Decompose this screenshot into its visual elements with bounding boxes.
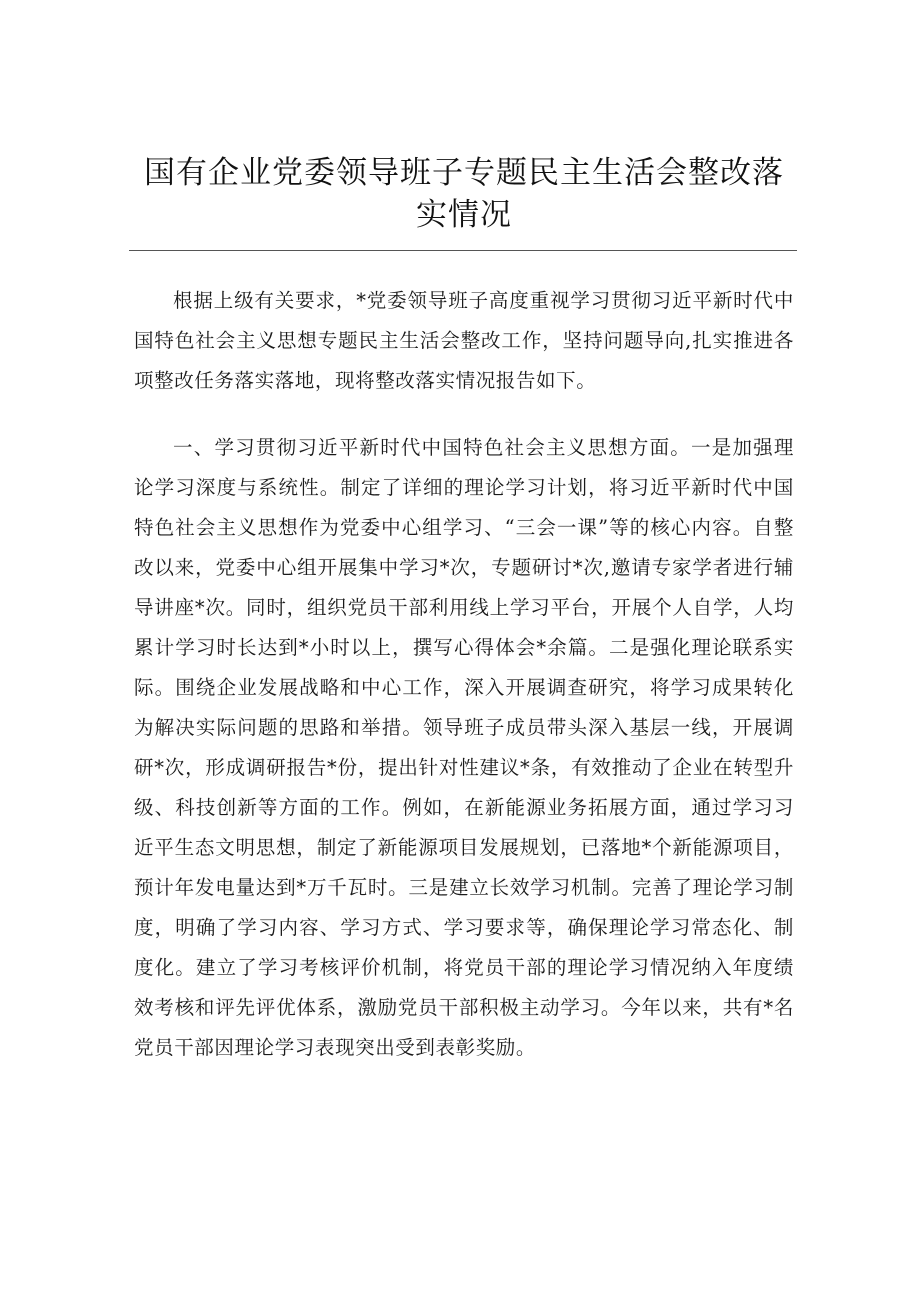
title-underline <box>129 250 797 251</box>
intro-paragraph: 根据上级有关要求，*党委领导班子高度重视学习贯彻习近平新时代中国特色社会主义思想专题民主生活会整改工作，坚持问题导向,扎实推进各项整改任务落实落地，现将整改落实情况报告如下。 <box>134 289 794 392</box>
document-title: 国有企业党委领导班子专题民主生活会整改落实情况 <box>144 155 784 233</box>
section-one-paragraph: 一、学习贯彻习近平新时代中国特色社会主义思想方面。一是加强理论学习深度与系统性。制定了详细的理论学习计划，将习近平新时代中国特色社会主义思想作为党委中心组学习、“三会一课”等的核心内容。自整改以来，党委中心组开展集中学习*次，专题研讨*次,邀请专家学者进行辅导讲座*次。同时，组织党员干部利用线上学习平台，开展个人自学，人均累计学习时长达到*小时以上，撰写心得体会*余篇。二是强化理论联系实际。围绕企业发展战略和中心工作，深入开展调查研究，将学习成果转化为解决实际问题的思路和举措。领导班子成员带头深入基层一线，开展调研*次，形成调研报告*份，提出针对性建议*条，有效推动了企业在转型升级、科技创新等方面的工作。例如，在新能源业务拓展方面，通过学习习近平生态文明思想，制定了新能源项目发展规划，已落地*个新能源项目，预计年发电量达到*万千瓦时。三是建立长效学习机制。完善了理论学习制度，明确了学习内容、学习方式、学习要求等，确保理论学习常态化、制度化。建立了学习考核评价机制，将党员干部的理论学习情况纳入年度绩效考核和评先评优体系，激励党员干部积极主动学习。今年以来，共有*名党员干部因理论学习表现突出受到表彰奖励。 <box>134 436 794 1059</box>
